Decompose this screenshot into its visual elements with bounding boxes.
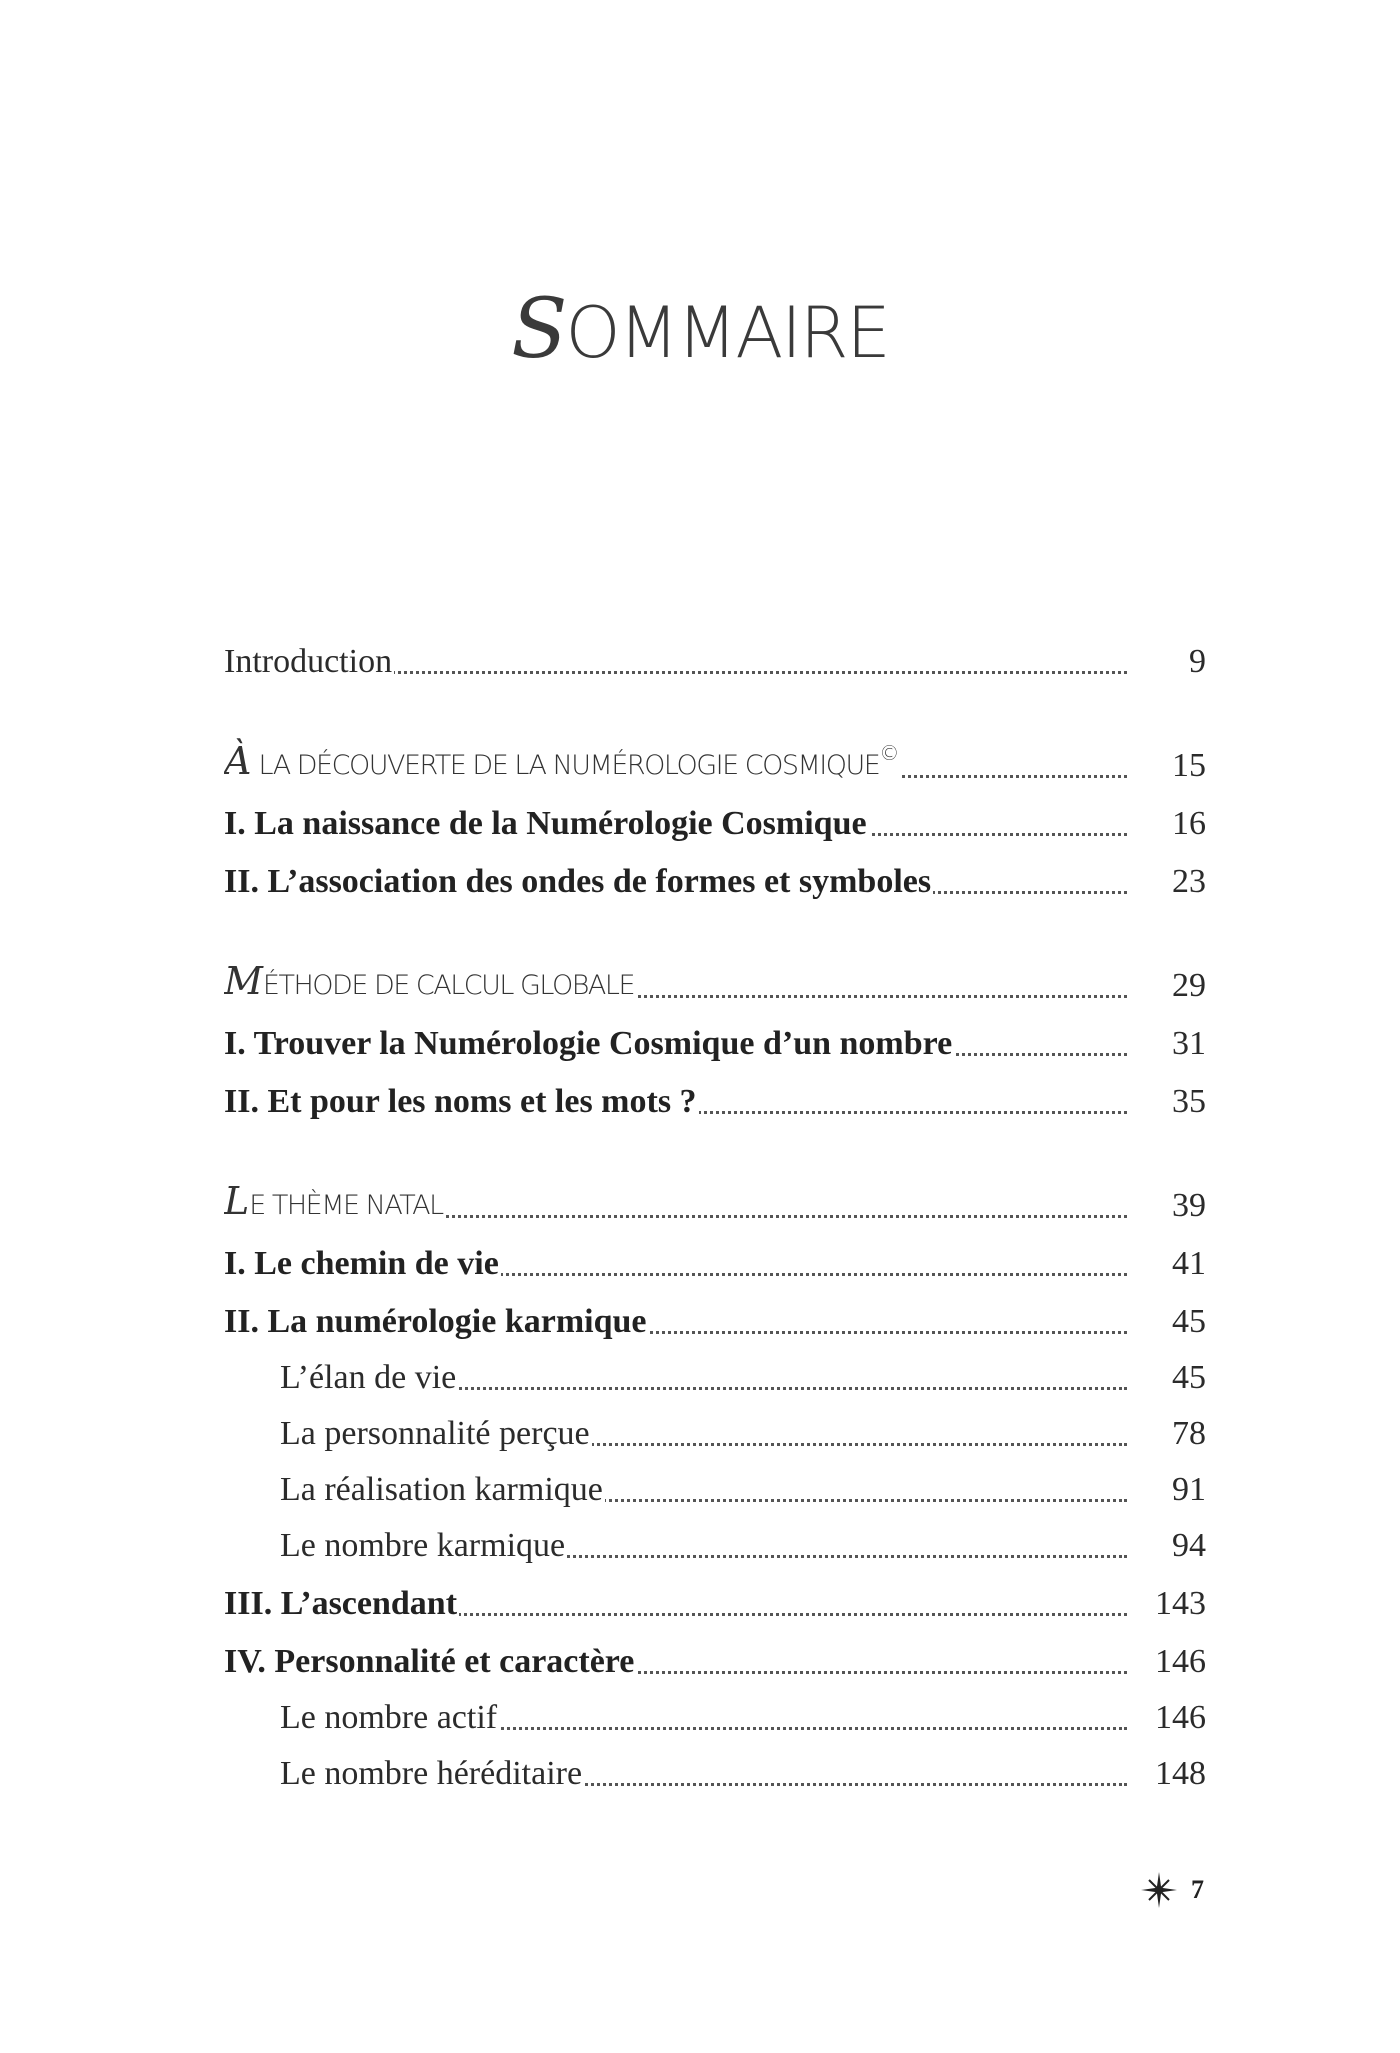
- toc-page-number: 94: [1172, 1527, 1206, 1564]
- toc-section-decouverte[interactable]: À LA DÉCOUVERTE DE LA NUMÉROLOGIE COSMIQUE© 15: [224, 742, 1206, 798]
- star-icon: [1141, 1872, 1177, 1908]
- toc-page-number: 9: [1189, 643, 1206, 680]
- toc-entry-personnalite-percue[interactable]: La personnalité perçue 78: [224, 1410, 1206, 1466]
- title-rest: OMMAIRE: [565, 292, 889, 374]
- toc-entry-realisation-karmique[interactable]: La réalisation karmique 91: [224, 1466, 1206, 1522]
- page-title: [0, 282, 1400, 377]
- toc-page-number: 148: [1155, 1755, 1206, 1792]
- toc-entry-noms-mots[interactable]: II. Et pour les noms et les mots ? 35: [224, 1078, 1206, 1134]
- title-initial: S: [511, 282, 566, 377]
- toc-page-number: 35: [1172, 1083, 1206, 1120]
- toc-page-number: 91: [1172, 1471, 1206, 1508]
- toc-entry-introduction[interactable]: Introduction 9: [224, 638, 1206, 694]
- toc-page-number: 45: [1172, 1359, 1206, 1396]
- toc-page-number: 23: [1172, 863, 1206, 900]
- toc-page-number: 41: [1172, 1245, 1206, 1282]
- toc-page-number: 45: [1172, 1303, 1206, 1340]
- toc-entry-naissance[interactable]: I. La naissance de la Numérologie Cosmique 16: [224, 800, 1206, 856]
- toc-page-number: 143: [1155, 1585, 1206, 1622]
- toc-entry-ascendant[interactable]: III. L’ascendant 143: [224, 1580, 1206, 1636]
- toc-page-number: 15: [1172, 747, 1206, 784]
- page-number: 7: [1191, 1875, 1204, 1904]
- toc-entry-chemin-de-vie[interactable]: I. Le chemin de vie 41: [224, 1240, 1206, 1296]
- toc-page-number: 29: [1172, 967, 1206, 1004]
- toc-entry-association[interactable]: II. L’association des ondes de formes et symboles 23: [224, 858, 1206, 914]
- toc-page-number: 146: [1155, 1643, 1206, 1680]
- toc-page-number: 39: [1172, 1187, 1206, 1224]
- toc-page-number: 31: [1172, 1025, 1206, 1062]
- toc-page-number: 78: [1172, 1415, 1206, 1452]
- toc-section-theme-natal[interactable]: LE THÈME NATAL 39: [224, 1182, 1206, 1238]
- toc-entry-nombre-karmique[interactable]: Le nombre karmique 94: [224, 1522, 1206, 1578]
- toc-page-number: 16: [1172, 805, 1206, 842]
- toc-page-number: 146: [1155, 1699, 1206, 1736]
- toc-entry-nombre-actif[interactable]: Le nombre actif 146: [224, 1694, 1206, 1750]
- page-footer: [1141, 1872, 1204, 1908]
- toc-entry-trouver[interactable]: I. Trouver la Numérologie Cosmique d’un nombre 31: [224, 1020, 1206, 1076]
- toc-entry-personnalite-caractere[interactable]: IV. Personnalité et caractère 146: [224, 1638, 1206, 1694]
- toc-section-methode[interactable]: MÉTHODE DE CALCUL GLOBALE 29: [224, 962, 1206, 1018]
- toc-entry-numerologie-karmique[interactable]: II. La numérologie karmique 45: [224, 1298, 1206, 1354]
- toc-entry-elan-de-vie[interactable]: L’élan de vie 45: [224, 1354, 1206, 1410]
- toc-entry-nombre-hereditaire[interactable]: Le nombre héréditaire 148: [224, 1750, 1206, 1806]
